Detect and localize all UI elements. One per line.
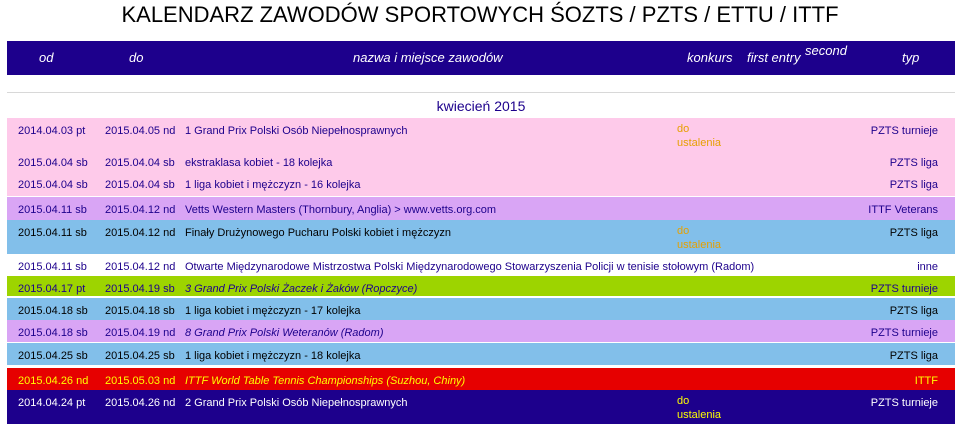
date-to: 2015.04.25 sb	[105, 350, 175, 362]
table-row	[7, 254, 955, 274]
date-to: 2015.04.05 nd	[105, 125, 176, 137]
date-from: 2015.04.18 sb	[18, 327, 88, 339]
event-name: 1 liga kobiet i mężczyzn - 16 kolejka	[185, 179, 361, 191]
table-row	[7, 118, 955, 150]
konkurs-value	[677, 122, 721, 150]
date-from: 2015.04.11 sb	[18, 227, 87, 239]
header-name: nazwa i miejsce zawodów	[353, 50, 503, 65]
konkurs-line-1: do	[677, 123, 690, 135]
date-to: 2015.04.12 nd	[105, 227, 176, 239]
event-type: PZTS turnieje	[870, 327, 938, 339]
event-type: PZTS turnieje	[870, 125, 938, 137]
konkurs-line-2: ustalenia	[677, 239, 722, 251]
month-label: kwiecień 2015	[436, 98, 526, 114]
month-bar	[7, 92, 955, 119]
date-to: 2015.04.12 nd	[105, 261, 176, 273]
table-row	[7, 368, 955, 390]
event-name: ekstraklasa kobiet - 18 kolejka	[185, 157, 333, 169]
event-type: inne	[917, 261, 938, 273]
event-name: Otwarte Międzynarodowe Mistrzostwa Polski Międzynarodowego Stowarzyszenia Policji w tenisie stołowym (Radom)	[185, 261, 755, 273]
table-row	[7, 276, 955, 296]
event-type: PZTS liga	[889, 350, 938, 362]
date-from: 2015.04.11 sb	[18, 261, 87, 273]
table-row	[7, 320, 955, 342]
date-from: 2014.04.03 pt	[18, 125, 86, 137]
date-to: 2015.04.19 nd	[105, 327, 176, 339]
konkurs-value	[677, 394, 721, 422]
header-typ: typ	[902, 50, 920, 65]
date-from: 2015.04.18 sb	[18, 305, 88, 317]
event-type: PZTS liga	[889, 179, 938, 191]
date-from: 2015.04.04 sb	[18, 157, 88, 169]
table-row	[7, 298, 955, 320]
event-type: ITTF	[914, 375, 938, 387]
date-to: 2015.04.26 nd	[105, 397, 176, 409]
date-to: 2015.04.18 sb	[105, 305, 175, 317]
header-first-entry: first entry	[747, 50, 801, 65]
event-type: ITTF Veterans	[868, 204, 938, 216]
page-title: KALENDARZ ZAWODÓW SPORTOWYCH ŚOZTS / PZTS / ETTU / ITTF	[121, 2, 839, 27]
event-name: 8 Grand Prix Polski Weteranów (Radom)	[185, 327, 384, 339]
header-second-entry-2: entry	[805, 77, 834, 92]
date-to: 2015.04.12 nd	[105, 204, 176, 216]
konkurs-value	[677, 224, 721, 252]
date-to: 2015.04.04 sb	[105, 157, 175, 169]
event-name: 1 liga kobiet i mężczyzn - 17 kolejka	[185, 305, 361, 317]
header-second-entry-1: second	[805, 43, 847, 58]
konkurs-line-1: do	[677, 225, 690, 237]
event-name: 1 Grand Prix Polski Osób Niepełnosprawnych	[185, 125, 408, 137]
konkurs-line-2: ustalenia	[677, 137, 722, 149]
table-row	[7, 197, 955, 220]
header-konkurs: konkurs	[687, 50, 733, 65]
konkurs-line-2: ustalenia	[677, 409, 722, 421]
event-name: 2 Grand Prix Polski Osób Niepełnosprawnych	[185, 397, 408, 409]
table-row	[7, 390, 955, 424]
event-name: Vetts Western Masters (Thornbury, Anglia) > www.vetts.org.com	[185, 204, 497, 216]
event-type: PZTS liga	[889, 157, 938, 169]
date-to: 2015.04.19 sb	[105, 283, 175, 295]
event-name: Finały Drużynowego Pucharu Polski kobiet i mężczyzn	[185, 227, 451, 239]
header-second-entry	[805, 43, 847, 92]
date-from: 2015.04.17 pt	[18, 283, 86, 295]
konkurs-line-1: do	[677, 395, 690, 407]
date-to: 2015.05.03 nd	[105, 375, 176, 387]
table-header	[7, 41, 955, 92]
date-to: 2015.04.04 sb	[105, 179, 175, 191]
table-row	[7, 172, 955, 196]
header-do: do	[129, 50, 144, 65]
event-name: ITTF World Table Tennis Championships (Suzhou, Chiny)	[185, 375, 466, 387]
date-from: 2015.04.04 sb	[18, 179, 88, 191]
date-from: 2015.04.11 sb	[18, 204, 87, 216]
date-from: 2015.04.25 sb	[18, 350, 88, 362]
event-type: PZTS liga	[889, 227, 938, 239]
event-name: 3 Grand Prix Polski Żaczek i Żaków (Ropczyce)	[185, 283, 418, 295]
date-from: 2015.04.26 nd	[18, 375, 89, 387]
event-name: 1 liga kobiet i mężczyzn - 18 kolejka	[185, 350, 361, 362]
event-type: PZTS turnieje	[870, 397, 938, 409]
table-row	[7, 150, 955, 172]
event-type: PZTS turnieje	[870, 283, 938, 295]
date-from: 2014.04.24 pt	[18, 397, 86, 409]
table-row	[7, 220, 955, 254]
event-type: PZTS liga	[889, 305, 938, 317]
header-od: od	[39, 50, 54, 65]
table-row	[7, 343, 955, 365]
